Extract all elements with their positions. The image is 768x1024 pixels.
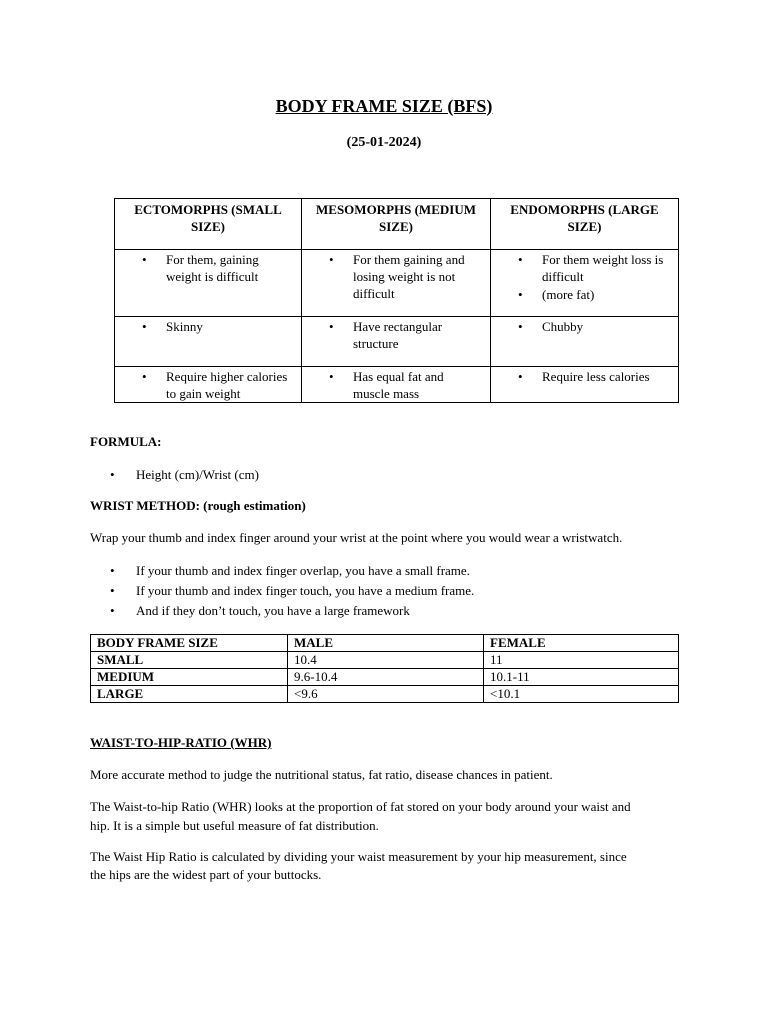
header-endomorphs: ENDOMORPHS (LARGE SIZE) bbox=[491, 199, 679, 250]
whr-paragraph-1: More accurate method to judge the nutritional status, fat ratio, disease chances in patient. bbox=[90, 767, 553, 782]
list-item: • For them, gaining weight is difficult bbox=[115, 251, 301, 285]
list-item: • For them weight loss is difficult bbox=[491, 251, 678, 285]
list-item: • Have rectangular structure bbox=[302, 318, 490, 352]
frame-size-table bbox=[90, 634, 679, 703]
table-cell bbox=[302, 250, 491, 317]
list-item: • Skinny bbox=[115, 318, 301, 335]
frame-size-label: MEDIUM bbox=[91, 669, 288, 686]
female-value: 11 bbox=[484, 652, 679, 669]
table-header-row bbox=[91, 635, 679, 652]
table-row bbox=[91, 669, 679, 686]
whr-paragraph-2-line-1: The Waist-to-hip Ratio (WHR) looks at the proportion of fat stored on your body around your waist and bbox=[90, 799, 631, 814]
header-female: FEMALE bbox=[484, 635, 679, 652]
table-cell bbox=[115, 317, 302, 367]
female-value: 10.1-11 bbox=[484, 669, 679, 686]
male-value: <9.6 bbox=[288, 686, 484, 703]
table-row bbox=[115, 367, 679, 403]
table-cell bbox=[491, 250, 679, 317]
whr-paragraph-3-line-2: the hips are the widest part of your buttocks. bbox=[90, 867, 322, 882]
body-type-table bbox=[114, 198, 679, 403]
table-row bbox=[91, 652, 679, 669]
header-body-frame-size: BODY FRAME SIZE bbox=[91, 635, 288, 652]
header-male: MALE bbox=[288, 635, 484, 652]
header-mesomorphs: MESOMORPHS (MEDIUM SIZE) bbox=[302, 199, 491, 250]
whr-paragraph-3-line-1: The Waist Hip Ratio is calculated by dividing your waist measurement by your hip measurement, since bbox=[90, 849, 627, 864]
wrist-method-item: • If your thumb and index finger touch, you have a medium frame. bbox=[136, 582, 474, 599]
whr-heading: WAIST-TO-HIP-RATIO (WHR) bbox=[90, 735, 272, 750]
table-row bbox=[115, 317, 679, 367]
wrist-method-intro: Wrap your thumb and index finger around your wrist at the point where you would wear a wristwatch. bbox=[90, 530, 623, 545]
male-value: 9.6-10.4 bbox=[288, 669, 484, 686]
list-item: • For them gaining and losing weight is not difficult bbox=[302, 251, 490, 302]
female-value: <10.1 bbox=[484, 686, 679, 703]
header-ectomorphs: ECTOMORPHS (SMALL SIZE) bbox=[115, 199, 302, 250]
wrist-method-heading: WRIST METHOD: (rough estimation) bbox=[90, 498, 306, 513]
whr-paragraph-2-line-2: hip. It is a simple but useful measure of fat distribution. bbox=[90, 818, 379, 833]
table-cell bbox=[302, 317, 491, 367]
wrist-method-item: • And if they don’t touch, you have a large framework bbox=[136, 602, 410, 619]
table-header-row bbox=[115, 199, 679, 250]
list-item: • Has equal fat and muscle mass bbox=[302, 368, 490, 402]
table-row bbox=[115, 250, 679, 317]
formula-item: • Height (cm)/Wrist (cm) bbox=[136, 466, 259, 483]
table-cell bbox=[302, 367, 491, 403]
frame-size-label: SMALL bbox=[91, 652, 288, 669]
table-cell bbox=[491, 367, 679, 403]
wrist-method-item: • If your thumb and index finger overlap, you have a small frame. bbox=[136, 562, 470, 579]
document-date: (25-01-2024) bbox=[346, 135, 422, 150]
table-cell bbox=[115, 367, 302, 403]
formula-heading: FORMULA: bbox=[90, 434, 162, 449]
table-row bbox=[91, 686, 679, 703]
list-item: • Require higher calories to gain weight bbox=[115, 368, 301, 402]
list-item: • (more fat) bbox=[491, 286, 678, 303]
list-item: • Chubby bbox=[491, 318, 678, 335]
table-cell bbox=[491, 317, 679, 367]
document-title: BODY FRAME SIZE (BFS) bbox=[275, 96, 493, 116]
frame-size-label: LARGE bbox=[91, 686, 288, 703]
list-item: • Require less calories bbox=[491, 368, 678, 385]
male-value: 10.4 bbox=[288, 652, 484, 669]
table-cell bbox=[115, 250, 302, 317]
